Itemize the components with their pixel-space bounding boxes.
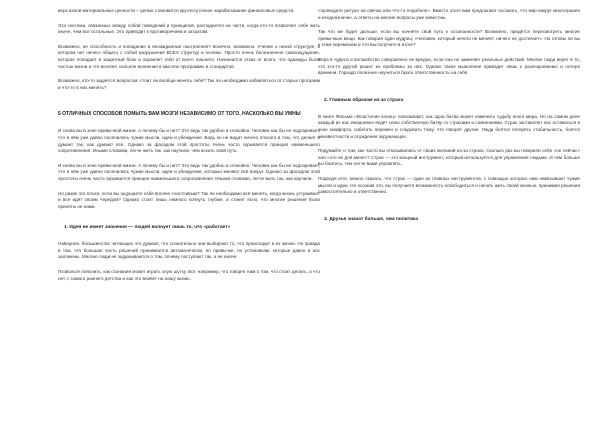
paragraph: В книге Фильма «Властелин колец» показывают, как одна битва может изменить судьбу всего мира. Но на самом деле каждый из нас ежедневно ведёт свою собственную битву со страхами и сомнениями. Страх заставляет нас оставаться в зоне комфорта, избегать перемен и следовать тому, что говорят другие. Люди боятся потерять стабильность, боятся неизвестности и осуждения окружающих. — [318, 113, 580, 139]
left-column — [58, 8, 320, 286]
paragraph: Позвольте пояснить, как сознание может играть злую шутку. Вот, например, что говорят нам о том, что стоит делать, а что нет, с самого раннего детства и как это влияет на нашу жизнь. — [58, 269, 320, 281]
section-heading: 5 ОТЛИЧНЫХ СПОСОБОВ ПОМЫТЬ ВАМ МОЗГИ НЕЗАВИСИМО ОТ ТОГО, НАСКОЛЬКО ВЫ УМНЫ — [58, 111, 301, 118]
subheading-3: 3. Друзья значат больше, чем политика — [324, 216, 419, 222]
paragraph: И снова вы в зоне привычной жизни. А почему бы и нет? Это ведь так удобно и спокойно. Человек как бы не подозревает, что в нём уже давно поселились чужие мысли, идеи и убеждения. Ведь он не видит ничего плохого в том, что делает и думает так, как думают все. Однако за фасадом этой простоты очень часто скрывается принцип наименьшего сопротивления. Иными словами, легче жить так, как научили, чем искать свой путь. — [58, 128, 320, 154]
paragraph: Подумайте о том, как часто вы отказывались от своих желаний из-за страха. Сколько раз вы говорили себе «не сейчас» или «это не для меня»? Страх — это мощный инструмент, который используется для управления людьми. И чем больше вы боитесь, тем легче вами управлять. — [318, 148, 580, 167]
paragraph: Но разве это плохо, если вы ощущаете себя вполне счастливым? Так ли необходимо всё менять, когда жизнь устраивает и все идёт своим чередом? Однако стоит лишь немного копнуть глубже, и станет ясно, что многие решения были приняты не нами. — [58, 190, 320, 209]
paragraph: Подводя итог, можно сказать, что страх — один из главных инструментов, с помощью которых нам навязывают чужие мысли и идеи. Но осознав это, вы получаете возможность освободиться и начать жить своей жизнью, принимая решения самостоятельно и ответственно. — [318, 175, 580, 195]
paragraph: Наверное, большинство читающих это думают, что сознательно они выбирают то, что происходит в их жизни. Но правда в том, что большая часть решений принимается автоматически, по привычке, по установкам, которые давно в нас заложены. Многие люди не задумываются о том, почему поступают так, а не иначе. — [58, 241, 320, 260]
paragraph: Возможно, не способность и попадание в неожиданные настроения? Конечно, возможно. Учение о некой структуре, в котором нет ничего общего с собой разрушения ВСЕХ структур и основы. Просто очень болезненное самоощущение, которое попадает в защитный блок и охраняет тебя от всего лишнего. Начинается отказ от всего, что однажды было частью жизни и что вселяет сильное волнение в мыслях программы и стандартов. — [58, 43, 320, 69]
paragraph: Эта система, связанных между собой поведений и принципов, распадается на части, когда кто-то позволяет себе жить иначе, чем все остальные. Это приводит к противоречиям и затратам. — [58, 22, 320, 35]
paragraph: Возможно, кто-то задается вопросом: стоит ли вообще менять себя? Так ли необходимо избавляться от старых программ и что-то в них менять? — [58, 78, 320, 90]
paragraph: И снова вы в зоне привычной жизни. А почему бы и нет? Это ведь так удобно и спокойно. Человек как бы не подозревает, что в нём уже давно поселились чужие мысли, идеи и убеждения, которые меняют всё вокруг. Однако за фасадом этой простоты очень часто скрывается принцип наименьшего сопротивления. Иными словами, легче жить так, как научили. — [58, 162, 320, 181]
paragraph: Вера в чудеса и волшебство совершенно не вредна, если она не заменяет реальных действий. Многие люди верят в то, что кто-то другой решит их проблемы за них. Однако такое мышление приводит лишь к разочарованию и потере времени. Гораздо полезнее научиться брать ответственность на себя. — [318, 56, 580, 76]
subheading-2: 2. Главным образом из-за страха — [324, 97, 404, 103]
paragraph: верх взяли материальные ценности – целью становится круглосуточное зарабатывание финансовых средств. — [58, 8, 295, 13]
right-column — [318, 8, 580, 223]
paragraph: «проводите ритуал на свечах или что-то подобное». Вместо этого вам предлагают осознать, что мир вокруг многогранен и неоднозначен, а ответы на многие вопросы уже известны. — [318, 8, 580, 20]
paragraph: Так что же будет дальше, если вы начнёте свой путь к осознанности? Возможно, придётся пересмотреть многие привычные вещи. Как говорил один мудрец: «Человек, который ничего не меняет, ничего не достигает». Но готовы ли вы к этим переменам и что вы получите в итоге? — [318, 29, 580, 48]
subheading-1: 1. Идея не имеет значения — людей волнует лишь то, что «работает» — [64, 225, 231, 231]
